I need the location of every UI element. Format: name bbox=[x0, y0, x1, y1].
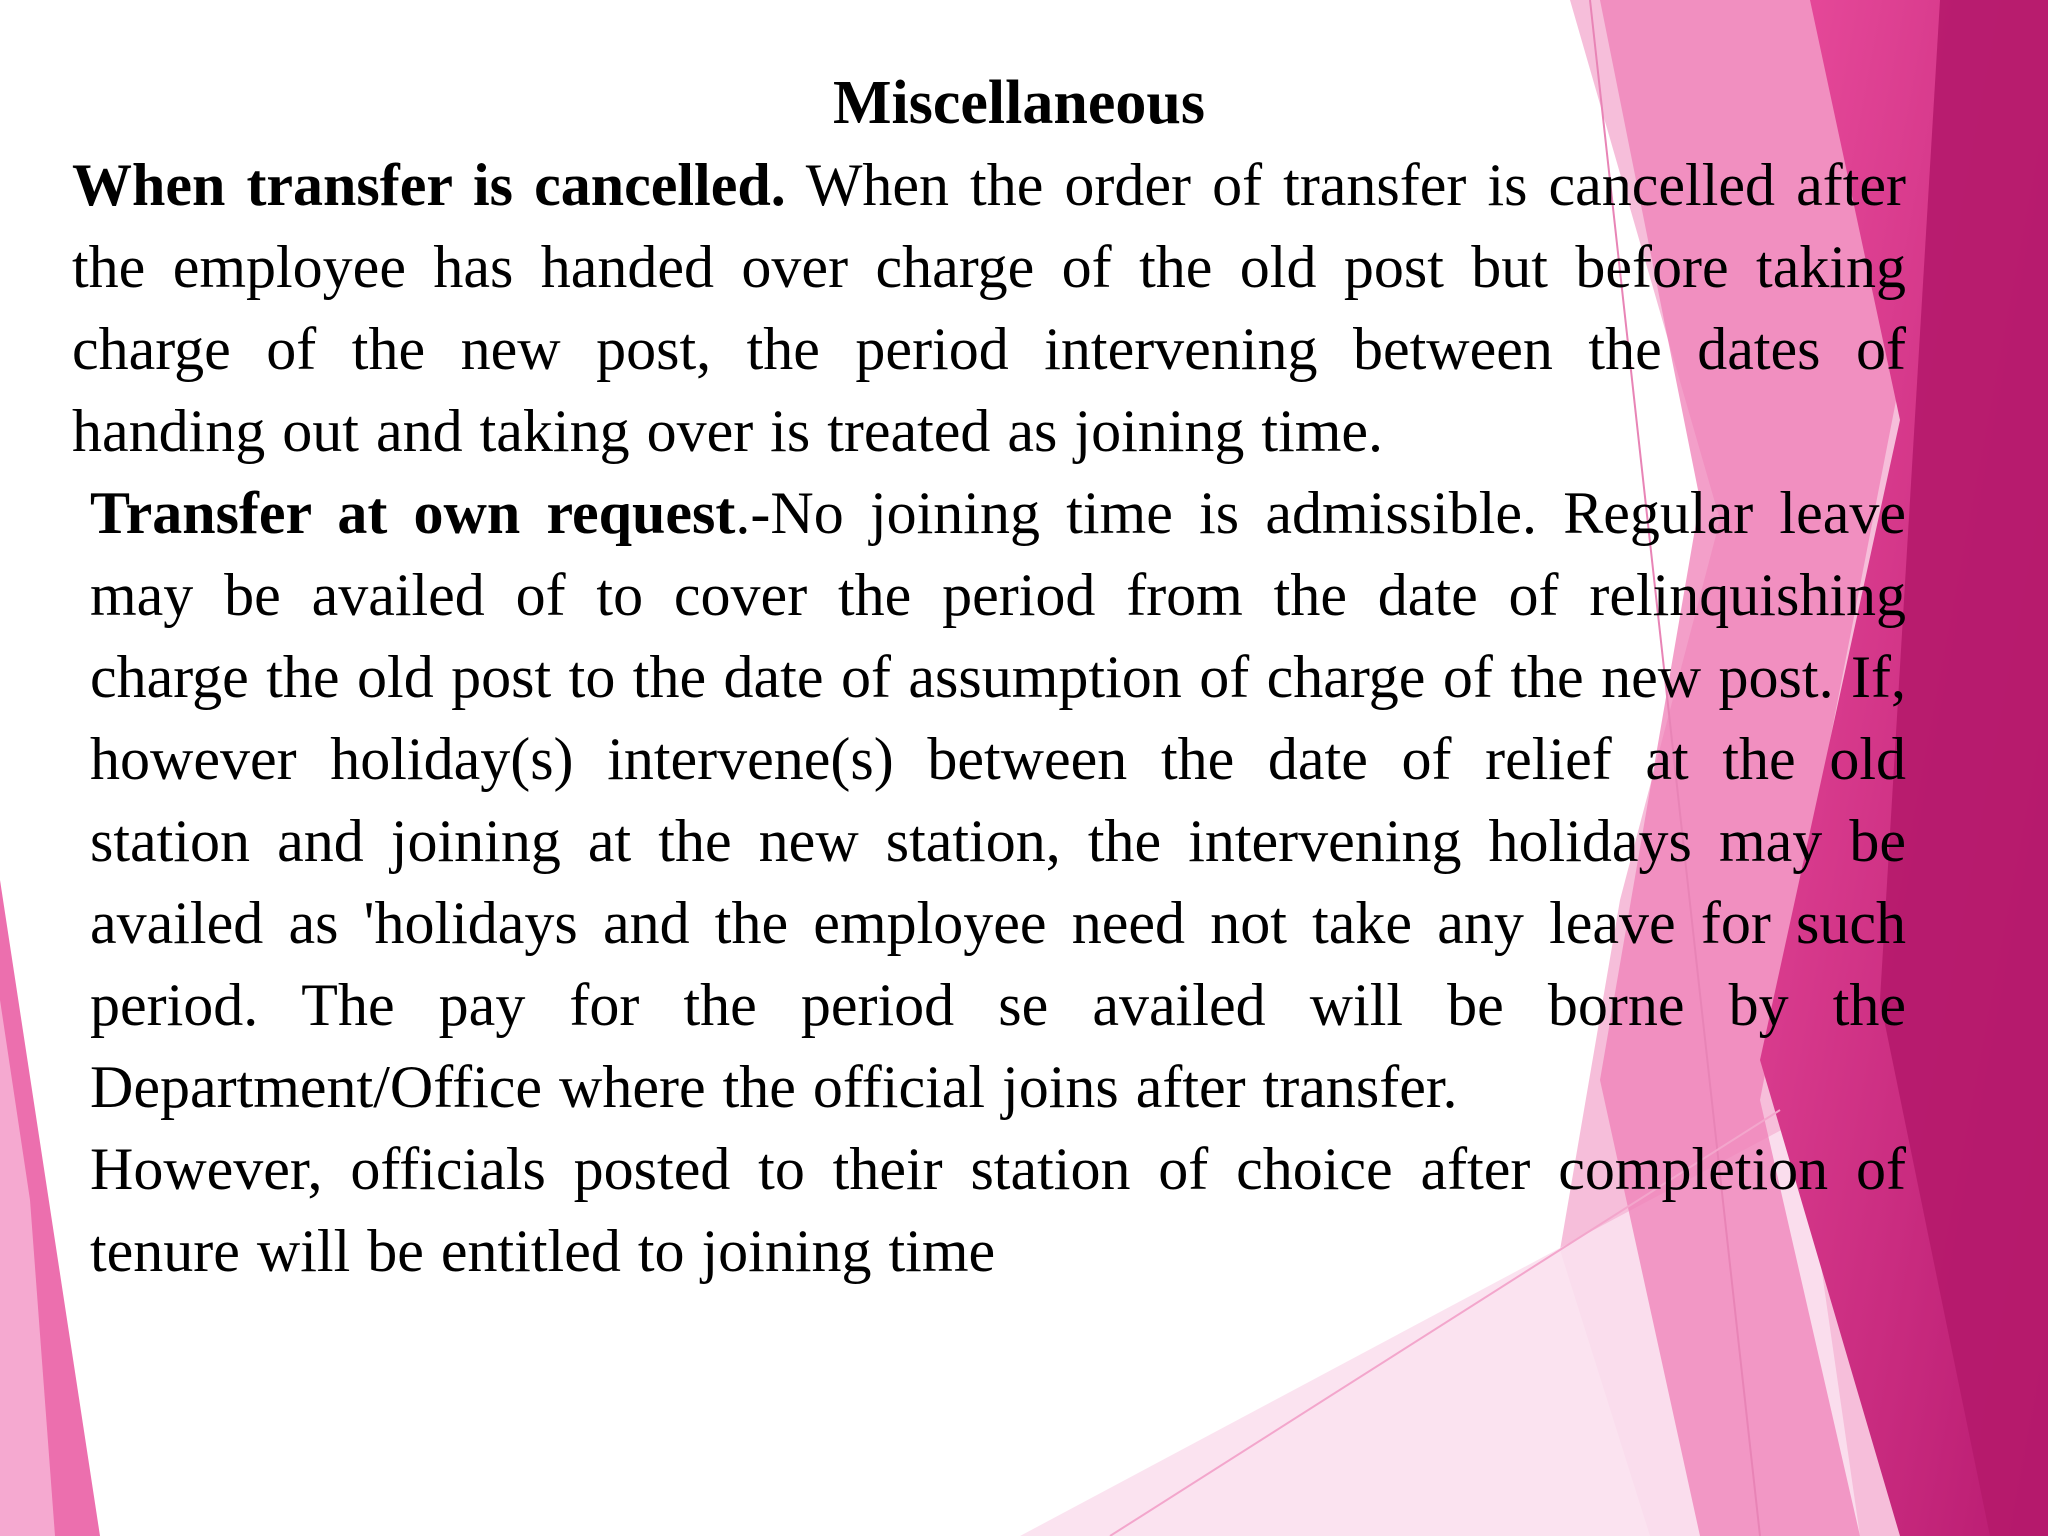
paragraph-body: When the order of transfer is cancelled after the employee has handed over charge of the old post but before taking charge of the new post, the period intervening between the dates of handing out and taking over is treated as joining time. bbox=[72, 152, 1907, 464]
paragraph-heading: When transfer is cancelled. bbox=[72, 152, 786, 218]
slide-title: Miscellaneous bbox=[833, 69, 1205, 137]
paragraph-body: However, officials posted to their station of choice after completion of tenure will be entitled to joining time bbox=[90, 1136, 1906, 1284]
paragraph-choice-station bbox=[72, 1128, 1906, 1292]
slide-content bbox=[72, 62, 1906, 1292]
paragraph-transfer-cancelled bbox=[72, 144, 1906, 472]
paragraph-own-request bbox=[72, 472, 1906, 1128]
paragraph-body: .-No joining time is admissible. Regular leave may be availed of to cover the period from the date of relinquishing charge the old post to the date of assumption of charge of the new post. If, however holiday(s) intervene(s) between the date of relief at the old station and joining at the new station, the intervening holidays may be availed as 'holidays and the employee need not take any leave for such period. The pay for the period se availed will be borne by the Department/Office where the official joins after transfer. bbox=[90, 480, 1906, 1120]
paragraph-heading: Transfer at own request bbox=[90, 480, 736, 546]
